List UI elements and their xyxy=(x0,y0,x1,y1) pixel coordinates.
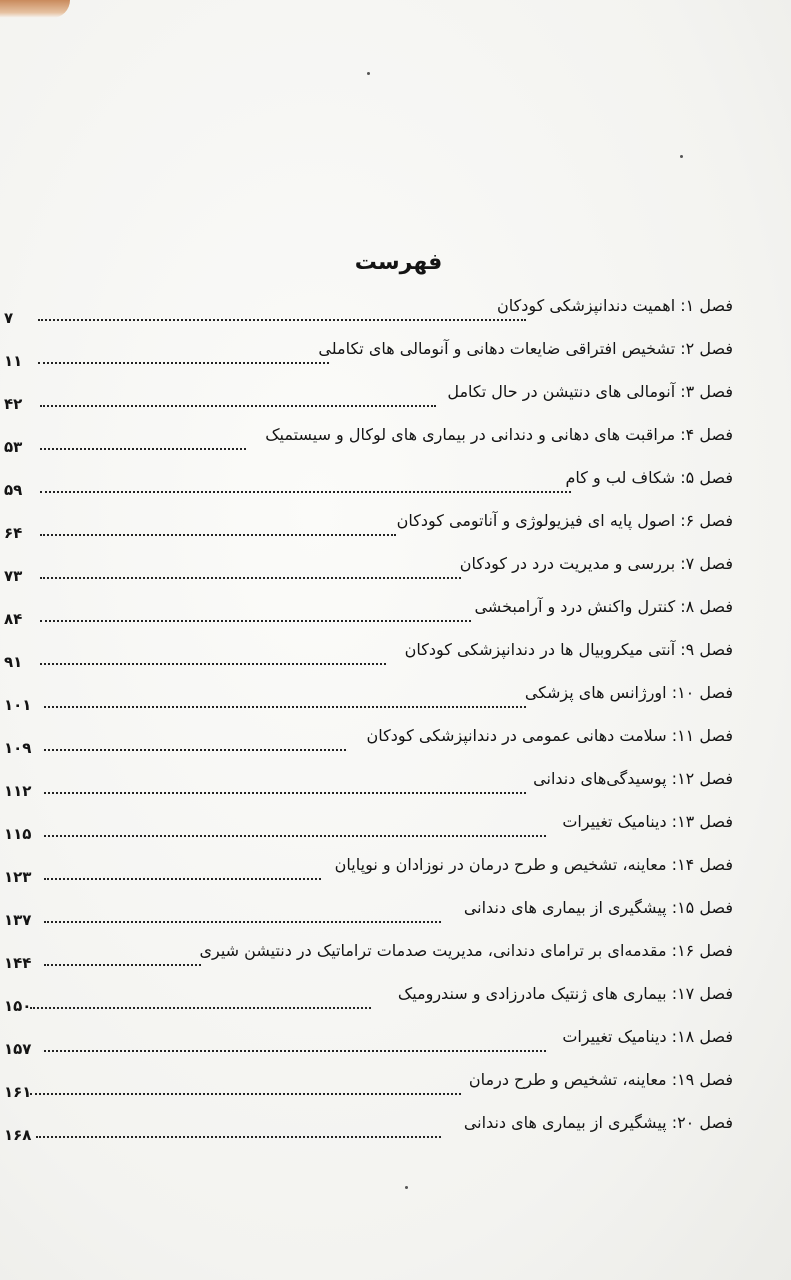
toc-entry-title: فصل ۹: آنتی میکروبیال ها در دندانپزشکی کودکان xyxy=(404,640,733,659)
toc-entry xyxy=(0,1021,791,1064)
toc-leader-dots xyxy=(40,663,386,665)
toc-leader-dots xyxy=(44,1050,546,1052)
toc-leader-dots xyxy=(40,577,461,579)
toc-entry xyxy=(0,1064,791,1107)
toc-entry-title: فصل ۱۹: معاینه، تشخیص و طرح درمان xyxy=(468,1070,733,1089)
toc-leader-dots xyxy=(44,964,201,966)
page-title: فهرست xyxy=(354,250,443,275)
toc-entry xyxy=(0,290,791,333)
toc-entry xyxy=(0,591,791,634)
toc-entry-title: فصل ۱۸: دینامیک تغییرات xyxy=(562,1027,733,1046)
toc-entry-title: فصل ۱۰: اورژانس های پزشکی xyxy=(524,683,733,702)
toc-entry-title: فصل ۴: مراقبت های دهانی و دندانی در بیماری های لوکال و سیستمیک xyxy=(265,425,733,444)
toc-entry-title: فصل ۱۷: بیماری های ژنتیک مادرزادی و سندرومیک xyxy=(397,984,733,1003)
toc-leader-dots xyxy=(44,706,526,708)
toc-page-number: ۸۴ xyxy=(4,610,23,628)
page-corner xyxy=(0,0,70,18)
toc-leader-dots xyxy=(44,878,321,880)
toc-page-number: ۷۳ xyxy=(4,567,23,585)
toc-entry-title: فصل ۱۲: پوسیدگی‌های دندانی xyxy=(533,769,733,788)
toc-page-number: ۷ xyxy=(4,309,14,327)
toc-leader-dots xyxy=(40,534,396,536)
toc-page-number: ۱۴۴ xyxy=(4,954,32,972)
toc-page-number: ۱۰۱ xyxy=(4,696,32,714)
toc-entry xyxy=(0,677,791,720)
toc-entry xyxy=(0,548,791,591)
toc-entry-title: فصل ۱: اهمیت دندانپزشکی کودکان xyxy=(496,296,733,315)
toc-leader-dots xyxy=(38,319,526,321)
toc-entry xyxy=(0,376,791,419)
toc-leader-dots xyxy=(44,921,441,923)
toc-entry xyxy=(0,1107,791,1150)
speck xyxy=(405,1186,408,1189)
toc-leader-dots xyxy=(40,448,246,450)
toc-page-number: ۹۱ xyxy=(4,653,23,671)
toc-entry xyxy=(0,849,791,892)
toc-page-number: ۱۵۰ xyxy=(4,997,32,1015)
toc-entry-title: فصل ۳: آنومالی های دنتیشن در حال تکامل xyxy=(447,382,733,401)
toc-entry xyxy=(0,333,791,376)
toc-entry-title: فصل ۲: تشخیص افتراقی ضایعات دهانی و آنومالی های تکاملی xyxy=(318,339,733,358)
toc-page-number: ۱۶۱ xyxy=(4,1083,32,1101)
toc-entry xyxy=(0,935,791,978)
toc-leader-dots xyxy=(40,620,471,622)
toc-entry xyxy=(0,462,791,505)
speck xyxy=(367,72,370,75)
toc-entry xyxy=(0,978,791,1021)
toc-entry xyxy=(0,634,791,677)
toc-leader-dots xyxy=(40,405,436,407)
toc-page-number: ۱۳۷ xyxy=(4,911,32,929)
toc-leader-dots xyxy=(30,1007,371,1009)
toc-leader-dots xyxy=(36,1136,441,1138)
toc-entry xyxy=(0,505,791,548)
toc-entry xyxy=(0,419,791,462)
toc-page-number: ۱۰۹ xyxy=(4,739,32,757)
speck xyxy=(680,155,683,158)
toc-entry-title: فصل ۱۱: سلامت دهانی عمومی در دندانپزشکی کودکان xyxy=(366,726,733,745)
toc-entry-title: فصل ۵: شکاف لب و کام xyxy=(565,468,733,487)
toc-leader-dots xyxy=(44,749,346,751)
toc-entry-title: فصل ۲۰: پیشگیری از بیماری های دندانی xyxy=(463,1113,733,1132)
toc-page-number: ۴۲ xyxy=(4,395,23,413)
toc-entry-title: فصل ۷: بررسی و مدیریت درد در کودکان xyxy=(459,554,733,573)
toc-page-number: ۱۵۷ xyxy=(4,1040,32,1058)
toc-page-number: ۱۲۳ xyxy=(4,868,32,886)
toc-entry-title: فصل ۱۵: پیشگیری از بیماری های دندانی xyxy=(463,898,733,917)
toc-page-number: ۵۳ xyxy=(4,438,23,456)
toc-page-number: ۱۱۲ xyxy=(4,782,32,800)
toc-page-number: ۱۱ xyxy=(4,352,23,370)
toc-entry-title: فصل ۶: اصول پایه ای فیزیولوژی و آناتومی کودکان xyxy=(396,511,733,530)
toc-entry-title: فصل ۱۴: معاینه، تشخیص و طرح درمان در نوزادان و نوپایان xyxy=(334,855,733,874)
toc-page-number: ۱۱۵ xyxy=(4,825,32,843)
toc-entry xyxy=(0,720,791,763)
toc-entry-title: فصل ۸: کنترل واکنش درد و آرامبخشی xyxy=(474,597,733,616)
toc-leader-dots xyxy=(40,491,571,493)
toc-entry xyxy=(0,892,791,935)
toc-leader-dots xyxy=(38,362,329,364)
toc-entry-title: فصل ۱۶: مقدمه‌ای بر ترامای دندانی، مدیریت صدمات تراماتیک در دنتیشن شیری xyxy=(199,941,733,960)
toc-leader-dots xyxy=(44,792,526,794)
table-of-contents xyxy=(0,290,791,1150)
toc-leader-dots xyxy=(44,835,546,837)
toc-leader-dots xyxy=(30,1093,461,1095)
toc-entry xyxy=(0,763,791,806)
toc-entry xyxy=(0,806,791,849)
toc-page-number: ۱۶۸ xyxy=(4,1126,32,1144)
toc-page-number: ۶۴ xyxy=(4,524,23,542)
toc-entry-title: فصل ۱۳: دینامیک تغییرات xyxy=(562,812,733,831)
toc-page-number: ۵۹ xyxy=(4,481,23,499)
